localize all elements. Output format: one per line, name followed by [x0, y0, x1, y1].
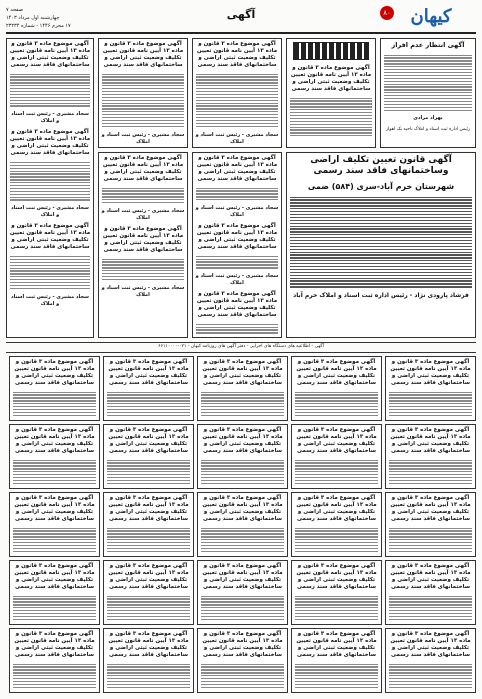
- ad-signature: [292, 487, 381, 489]
- ad-body: [386, 661, 475, 691]
- ad-featured: [286, 152, 476, 338]
- notice-card: [385, 628, 476, 693]
- ad-signature: [198, 555, 287, 557]
- section-title: آگهی: [226, 8, 256, 21]
- ad-signature: [198, 691, 287, 693]
- ad-signature: سجاد مشیری - رئیس ثبت اسناد و املاک: [101, 284, 185, 298]
- featured-title: آگهی قانون تعیین تکلیف اراضی وساختمانهای فاقد سند رسمی: [310, 155, 452, 176]
- issue-date: چهارشنبه اول مرداد ۱۴۰۳: [6, 15, 60, 21]
- ad-body: [292, 661, 381, 691]
- ad-signature: سجاد مشیری - رئیس ثبت اسناد و املاک: [11, 293, 89, 307]
- ad-signature: سجاد مشیری - رئیس ثبت اسناد و املاک: [195, 273, 279, 287]
- ad-signature: [104, 419, 193, 421]
- featured-subtitle: شهرستان خرم آباد-سری (۵۸۴) ضمی: [307, 182, 455, 191]
- ad-body: [104, 593, 193, 623]
- ad-title: آگهی موضوع ماده ۳ قانون و ماده ۱۳ آیین نامه قانون تعیین تکلیف وضعیت ثبتی اراضی و ساختمانهای فاقد سند رسمی: [202, 563, 283, 590]
- ad-body: [10, 593, 99, 623]
- ad-body: [104, 525, 193, 555]
- notice-card: [291, 356, 382, 421]
- ad-no-objection: [380, 38, 476, 148]
- ad-signature: [386, 555, 475, 557]
- dateline: [6, 6, 106, 30]
- ad-signature: [10, 555, 99, 557]
- ad-signature: [10, 623, 99, 625]
- notice-card: [103, 492, 194, 557]
- ad-column-4: [98, 38, 188, 148]
- notice-card: [385, 424, 476, 489]
- ad-title: آگهی موضوع ماده ۳ قانون و ماده ۱۳ آیین نامه قانون تعیین تکلیف وضعیت ثبتی اراضی و ساختمانهای فاقد سند رسمی: [102, 155, 184, 182]
- notice-card: [9, 628, 100, 693]
- ad-title: آگهی موضوع ماده ۳ قانون و ماده ۱۳ آیین نامه قانون تعیین تکلیف وضعیت ثبتی اراضی و ساختمانهای فاقد سند رسمی: [102, 41, 184, 68]
- notice-card: [103, 560, 194, 625]
- ad-signature: [198, 487, 287, 489]
- ad-left-column: [6, 38, 94, 338]
- agency-logo: [293, 42, 369, 60]
- page-number: صفحه ۷: [6, 7, 23, 13]
- ad-title: آگهی موضوع ماده ۳ قانون و ماده ۱۳ آیین نامه قانون تعیین تکلیف وضعیت ثبتی اراضی و ساختمانهای فاقد سند رسمی: [102, 225, 184, 253]
- ad-title: آگهی موضوع ماده ۳ قانون و ماده ۱۳ آیین نامه قانون تعیین تکلیف وضعیت ثبتی اراضی و ساختمانهای فاقد سند رسمی: [14, 359, 95, 386]
- ad-signature: [104, 487, 193, 489]
- ad-title: آگهی موضوع ماده ۳ قانون و ماده ۱۳ آیین نامه قانون تعیین تکلیف وضعیت ثبتی اراضی و ساختمانهای فاقد سند رسمی: [390, 359, 471, 386]
- notice-card: [197, 628, 288, 693]
- ad-mid-2: [98, 152, 188, 338]
- ad-signature: سجاد مشیری - رئیس ثبت اسناد و املاک: [101, 131, 185, 145]
- notice-card: [291, 492, 382, 557]
- ad-title: آگهی موضوع ماده ۳ قانون و ماده ۱۳ آیین نامه قانون تعیین تکلیف وضعیت ثبتی اراضی و ساختمانهای فاقد سند رسمی: [108, 495, 189, 522]
- notice-card: [197, 492, 288, 557]
- ad-title: آگهی موضوع ماده ۳ قانون و ماده ۱۳ آیین نامه قانون تعیین تکلیف وضعیت ثبتی اراضی و ساختمانهای فاقد سند رسمی: [296, 359, 377, 386]
- notice-card: [103, 628, 194, 693]
- featured-signature: فرشاد پارودی نژاد - رئیس اداره ثبت اسناد و املاک خرم آباد: [293, 292, 469, 300]
- ad-title: آگهی موضوع ماده ۳ قانون و ماده ۱۳ آیین نامه قانون تعیین تکلیف وضعیت ثبتی اراضی و ساختمانهای فاقد سند رسمی: [9, 41, 91, 68]
- ad-title: آگهی موضوع ماده ۳ قانون و ماده ۱۳ آیین نامه قانون تعیین تکلیف وضعیت ثبتی اراضی و ساختمانهای فاقد سند رسمی: [296, 631, 377, 658]
- ad-body: [292, 389, 381, 419]
- notice-card: [385, 356, 476, 421]
- ad-signature: [386, 419, 475, 421]
- issue-number: ۱۷ محرم ۱۴۴۶ - شماره ۲۳۲۳۴: [6, 23, 71, 29]
- ad-signature: سجاد مشیری - رئیس ثبت اسناد و املاک: [11, 205, 89, 219]
- notice-card: [291, 424, 382, 489]
- ad-title: آگهی موضوع ماده ۳ قانون و ماده ۱۳ آیین نامه قانون تعیین تکلیف وضعیت ثبتی اراضی و ساختمانهای فاقد سند رسمی: [108, 427, 189, 454]
- ad-body: [381, 52, 475, 113]
- ad-signature: [386, 623, 475, 625]
- ad-body: [386, 457, 475, 487]
- ad-signature: [292, 419, 381, 421]
- ad-title: آگهی موضوع ماده ۳ قانون و ماده ۱۳ آیین نامه قانون تعیین تکلیف وضعیت ثبتی اراضی و ساختمانهای فاقد سند رسمی: [202, 495, 283, 522]
- notice-card: [291, 560, 382, 625]
- ad-title: آگهی انتظار عدم افراز: [391, 41, 465, 49]
- ad-signature: [198, 419, 287, 421]
- footer-strip: آگهی - اطلاعیه های دستگاه های اجرایی - دفتر آگهی های روزنامه کیهان - ۰۲۱-۶۶۱۱۰۰۰۰: [158, 344, 324, 349]
- ad-body: [10, 457, 99, 487]
- ad-title: آگهی موضوع ماده ۳ قانون و ماده ۱۳ آیین نامه قانون تعیین تکلیف وضعیت ثبتی اراضی و ساختمانهای فاقد سند رسمی: [296, 495, 377, 522]
- ad-title: آگهی موضوع ماده ۳ قانون و ماده ۱۳ آیین نامه قانون تعیین تکلیف وضعیت ثبتی اراضی و ساختمانهای فاقد سند رسمی: [14, 495, 95, 522]
- ad-body: [386, 525, 475, 555]
- ad-title: آگهی موضوع ماده ۳ قانون و ماده ۱۳ آیین نامه قانون تعیین تکلیف وضعیت ثبتی اراضی و ساختمانهای فاقد سند رسمی: [14, 563, 95, 590]
- notice-card: [9, 560, 100, 625]
- ad-signature-title: رئیس اداره ثبت اسناد و املاک ناحیه یک اهواز: [385, 127, 471, 133]
- ad-body: [104, 457, 193, 487]
- ad-title: آگهی موضوع ماده ۳ قانون و ماده ۱۳ آیین نامه قانون تعیین تکلیف وضعیت ثبتی اراضی و ساختمانهای فاقد سند رسمی: [202, 427, 283, 454]
- notice-card: [385, 560, 476, 625]
- ad-signature: [292, 691, 381, 693]
- ad-signature: [198, 623, 287, 625]
- ad-body: [386, 389, 475, 419]
- ad-title: آگهی موضوع ماده ۳ قانون و ماده ۱۳ آیین نامه قانون تعیین تکلیف وضعیت ثبتی اراضی و ساختمانهای فاقد سند رسمی: [108, 359, 189, 386]
- ad-title: آگهی موضوع ماده ۳ قانون و ماده ۱۳ آیین نامه قانون تعیین تکلیف وضعیت ثبتی اراضی و ساختمانهای فاقد سند رسمی: [196, 223, 278, 251]
- ad-stamp-notice: [286, 38, 376, 148]
- ad-signature-name: بهزاد مرادی: [413, 115, 443, 122]
- masthead: [6, 4, 476, 34]
- ad-body: [104, 661, 193, 691]
- notice-card: [9, 356, 100, 421]
- ad-title: آگهی موضوع ماده ۳ قانون و ماده ۱۳ آیین نامه قانون تعیین تکلیف وضعیت ثبتی اراضی و ساختمانهای فاقد سند رسمی: [202, 631, 283, 658]
- anniversary-badge: ۸۰: [380, 6, 394, 20]
- notice-card: [197, 560, 288, 625]
- ad-signature: [10, 419, 99, 421]
- ad-body: [292, 593, 381, 623]
- ad-signature: [104, 555, 193, 557]
- ad-signature: [386, 691, 475, 693]
- ad-title: آگهی موضوع ماده ۳ قانون و ماده ۱۳ آیین نامه قانون تعیین تکلیف وضعیت ثبتی اراضی و ساختمانهای فاقد سند رسمی: [390, 563, 471, 590]
- notice-card: [9, 492, 100, 557]
- notice-card: [197, 424, 288, 489]
- ad-body: [198, 661, 287, 691]
- ad-signature: [104, 623, 193, 625]
- ad-body: [292, 525, 381, 555]
- notice-card: [103, 356, 194, 421]
- ad-title: آگهی موضوع ماده ۳ قانون و ماده ۱۳ آیین نامه قانون تعیین تکلیف وضعیت ثبتی اراضی و ساختمانهای فاقد سند رسمی: [196, 155, 278, 182]
- ad-signature: سجاد مشیری - رئیس ثبت اسناد و املاک: [11, 111, 89, 125]
- ad-column-3: [192, 38, 282, 148]
- ad-title: آگهی موضوع ماده ۳ قانون و ماده ۱۳ آیین نامه قانون تعیین تکلیف وضعیت ثبتی اراضی و ساختمانهای فاقد سند رسمی: [196, 41, 278, 68]
- newspaper-logo: کیهان: [410, 6, 452, 27]
- ad-title: آگهی موضوع ماده ۳ قانون و ماده ۱۳ آیین نامه قانون تعیین تکلیف وضعیت ثبتی اراضی و ساختمانهای فاقد سند رسمی: [108, 631, 189, 658]
- notice-card: [197, 356, 288, 421]
- ad-title: آگهی موضوع ماده ۳ قانون و ماده ۱۳ آیین نامه قانون تعیین تکلیف وضعیت ثبتی اراضی و ساختمانهای فاقد سند رسمی: [196, 291, 278, 319]
- ad-title: آگهی موضوع ماده ۳ قانون و ماده ۱۳ آیین نامه قانون تعیین تکلیف وضعیت ثبتی اراضی و ساختمانهای فاقد سند رسمی: [296, 563, 377, 590]
- ad-signature: [386, 487, 475, 489]
- ad-mid-1: [192, 152, 282, 338]
- notice-card: [291, 628, 382, 693]
- ad-body: [292, 457, 381, 487]
- ad-signature: [10, 487, 99, 489]
- ad-signature: [292, 555, 381, 557]
- ad-body: [386, 593, 475, 623]
- ad-body: [198, 457, 287, 487]
- ad-signature: [10, 691, 99, 693]
- ad-title: آگهی موضوع ماده ۳ قانون و ماده ۱۳ آیین نامه قانون تعیین تکلیف وضعیت ثبتی اراضی و ساختمانهای فاقد سند رسمی: [108, 563, 189, 590]
- ad-body: [10, 389, 99, 419]
- ad-title: آگهی موضوع ماده ۳ قانون و ماده ۱۳ آیین نامه قانون تعیین تکلیف وضعیت ثبتی اراضی و ساختمانهای فاقد سند رسمی: [390, 427, 471, 454]
- ad-body: [198, 525, 287, 555]
- ad-title: آگهی موضوع ماده ۳ قانون و ماده ۱۳ آیین نامه قانون تعیین تکلیف وضعیت ثبتی اراضی و ساختمانهای فاقد سند رسمی: [290, 65, 372, 92]
- ad-signature: سجاد مشیری - رئیس ثبت اسناد و املاک: [195, 205, 279, 219]
- ad-signature: [292, 623, 381, 625]
- ad-body: [198, 389, 287, 419]
- ad-body: [10, 661, 99, 691]
- ad-title: آگهی موضوع ماده ۳ قانون و ماده ۱۳ آیین نامه قانون تعیین تکلیف وضعیت ثبتی اراضی و ساختمانهای فاقد سند رسمی: [202, 359, 283, 386]
- ad-title: آگهی موضوع ماده ۳ قانون و ماده ۱۳ آیین نامه قانون تعیین تکلیف وضعیت ثبتی اراضی و ساختمانهای فاقد سند رسمی: [9, 223, 91, 251]
- ad-signature: [104, 691, 193, 693]
- notice-card: [9, 424, 100, 489]
- ad-title: آگهی موضوع ماده ۳ قانون و ماده ۱۳ آیین نامه قانون تعیین تکلیف وضعیت ثبتی اراضی و ساختمانهای فاقد سند رسمی: [296, 427, 377, 454]
- ad-title: آگهی موضوع ماده ۳ قانون و ماده ۱۳ آیین نامه قانون تعیین تکلیف وضعیت ثبتی اراضی و ساختمانهای فاقد سند رسمی: [9, 129, 91, 157]
- ad-title: آگهی موضوع ماده ۳ قانون و ماده ۱۳ آیین نامه قانون تعیین تکلیف وضعیت ثبتی اراضی و ساختمانهای فاقد سند رسمی: [14, 427, 95, 454]
- ad-signature: سجاد مشیری - رئیس ثبت اسناد و املاک: [101, 207, 185, 221]
- ad-title: آگهی موضوع ماده ۳ قانون و ماده ۱۳ آیین نامه قانون تعیین تکلیف وضعیت ثبتی اراضی و ساختمانهای فاقد سند رسمی: [390, 495, 471, 522]
- ad-signature: سجاد مشیری - رئیس ثبت اسناد و املاک: [195, 131, 279, 145]
- ad-body: [198, 593, 287, 623]
- ad-body: [104, 389, 193, 419]
- notice-card: [103, 424, 194, 489]
- notice-card: [385, 492, 476, 557]
- ad-body: [10, 525, 99, 555]
- ad-title: آگهی موضوع ماده ۳ قانون و ماده ۱۳ آیین نامه قانون تعیین تکلیف وضعیت ثبتی اراضی و ساختمانهای فاقد سند رسمی: [14, 631, 95, 658]
- ad-title: آگهی موضوع ماده ۳ قانون و ماده ۱۳ آیین نامه قانون تعیین تکلیف وضعیت ثبتی اراضی و ساختمانهای فاقد سند رسمی: [390, 631, 471, 658]
